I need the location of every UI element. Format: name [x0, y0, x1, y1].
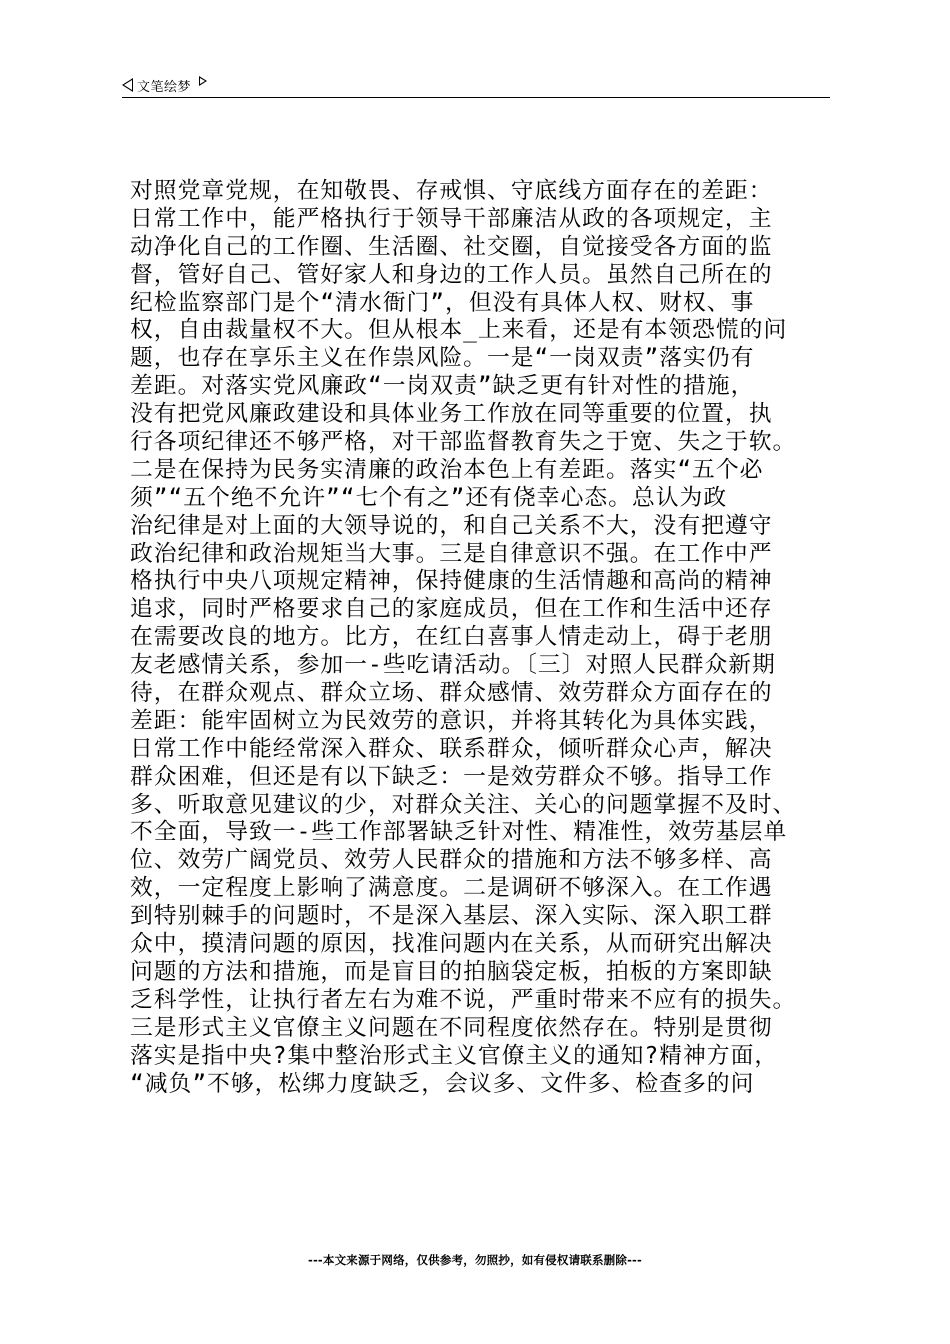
body-line: 治纪律是对上面的大领导说的，和自己关系不大，没有把遵守 — [130, 512, 773, 539]
body-line: 纪检监察部门是个“清水衙门”，但没有具体人权、财权、事 — [130, 289, 755, 316]
body-line: 政治纪律和政治规矩当大事。三是自律意识不强。在工作中严 — [130, 540, 773, 567]
body-line: 群众困难，但还是有以下缺乏：一是效劳群众不够。指导工作 — [130, 763, 773, 790]
body-line: 多、听取意见建议的少，对群众关注、关心的问题掌握不及时、 — [130, 791, 797, 818]
body-line: 日常工作中，能严格执行于领导干部廉洁从政的各项规定，主 — [130, 205, 773, 232]
body-line: 督，管好自己、管好家人和身边的工作人员。虽然自己所在的 — [130, 261, 773, 288]
header-divider — [122, 97, 830, 98]
body-line: 待，在群众观点、群众立场、群众感情、效劳群众方面存在的 — [130, 680, 773, 707]
body-line: 日常工作中能经常深入群众、联系群众，倾听群众心声，解决 — [130, 735, 773, 762]
body-line: 没有把党风廉政建设和具体业务工作放在同等重要的位置，执 — [130, 401, 773, 428]
body-line: 对照党章党规，在知敬畏、存戒惧、守底线方面存在的差距： — [130, 178, 773, 204]
page-header — [122, 74, 830, 96]
body-line: 差距：能牢固树立为民效劳的意识，并将其转化为具体实践， — [130, 707, 773, 734]
body-line: 差距。对落实党风廉政“一岗双责”缺乏更有针对性的措施， — [130, 373, 755, 400]
triangle-left-icon — [122, 78, 133, 92]
body-line: “减负”不够，松绑力度缺乏，会议多、文件多、检查多的问 — [130, 1070, 755, 1097]
body-line: 众中，摸清问题的原因，找准问题内在关系，从而研究出解决 — [130, 931, 773, 958]
body-line: 行各项纪律还不够严格，对干部监督教育失之于宽、失之于软。 — [130, 429, 797, 456]
header-brand-text: 文笔绘梦 — [137, 79, 192, 95]
footer-disclaimer: ---本文来源于网络，仅供参考，勿照抄，如有侵权请联系删除--- — [307, 1253, 643, 1267]
body-line: 友老感情关系，参加一-些吃请活动。〔三〕对照人民群众新期 — [130, 652, 776, 679]
body-line: 问题的方法和措施，而是盲目的拍脑袋定板，拍板的方案即缺 — [130, 958, 773, 985]
body-line: 效，一定程度上影响了满意度。二是调研不够深入。在工作遇 — [130, 875, 773, 902]
document-body — [130, 178, 846, 1098]
body-line: 在需要改良的地方。比方，在红白喜事人情走动上，碍于老朋 — [130, 624, 773, 651]
body-line: 须”“五个绝不允许”“七个有之”还有侥幸心态。总认为政 — [130, 484, 728, 511]
body-line: 三是形式主义官僚主义问题在不同程度依然存在。特别是贯彻 — [130, 1014, 773, 1041]
body-line: 落实是指中央?集中整治形式主义官僚主义的通知?精神方面， — [130, 1042, 779, 1069]
body-line: 题，也存在享乐主义在作祟风险。一是“一岗双责”落实仍有 — [130, 345, 755, 372]
body-line: 追求，同时严格要求自己的家庭成员，但在工作和生活中还存 — [130, 596, 773, 623]
body-line: 动净化自己的工作圈、生活圈、社交圈，自觉接受各方面的监 — [130, 233, 773, 260]
body-line: 位、效劳广阔党员、效劳人民群众的措施和方法不够多样、高 — [130, 847, 773, 874]
body-line: 乏科学性，让执行者左右为难不说，严重时带来不应有的损失。 — [130, 986, 797, 1013]
body-line: 不全面，导致一-些工作部署缺乏针对性、精准性，效劳基层单 — [130, 819, 788, 846]
triangle-right-icon — [199, 76, 207, 86]
body-line: 格执行中央八项规定精神，保持健康的生活情趣和高尚的精神 — [130, 568, 773, 595]
body-line: 权，自由裁量权不大。但从根本_上来看，还是有本领恐慌的问 — [130, 317, 788, 344]
body-line: 到特别棘手的问题时，不是深入基层、深入实际、深入职工群 — [130, 903, 773, 930]
body-line: 二是在保持为民务实清廉的政治本色上有差距。落实“五个必 — [130, 456, 764, 483]
